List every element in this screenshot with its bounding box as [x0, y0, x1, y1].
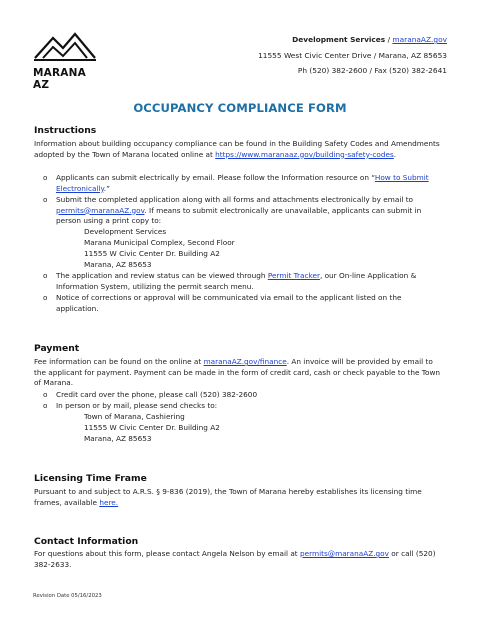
- header-phone: Ph (520) 382-2600 / Fax (520) 382-2641: [297, 66, 447, 75]
- licensing-heading: Licensing Time Frame: [34, 473, 147, 484]
- address-line: Development Services: [84, 227, 167, 236]
- how-to-submit-link[interactable]: How to Submit Electronically: [56, 173, 429, 193]
- contact-email-link[interactable]: permits@maranaAZ.gov: [300, 549, 389, 558]
- address-line: Marana Municipal Complex, Second Floor: [84, 238, 235, 247]
- header-address: 11555 West Civic Center Drive / Marana, AZ 85653: [258, 51, 447, 60]
- header-site-link[interactable]: maranaAZ.gov: [392, 35, 447, 44]
- payment-bullet-2: In person or by mail, please send checks to:: [56, 401, 218, 410]
- payment-bullet-1: Credit card over the phone, please call (520) 382-2600: [56, 390, 258, 399]
- bullet-icon: o: [43, 195, 48, 204]
- instructions-bullet-3: The application and review status can be viewed through Permit Tracker, our On-line Application & Information System, utilizing the permit search menu.: [56, 271, 417, 291]
- instructions-bullet-1: Applicants can submit electrically by email. Please follow the Information resource on “How to Submit Electronically.”: [56, 173, 429, 193]
- permit-tracker-link[interactable]: Permit Tracker: [267, 271, 320, 280]
- bullet-icon: o: [43, 401, 48, 410]
- finance-link[interactable]: maranaAZ.gov/finance: [203, 357, 287, 366]
- revision-date: Revision Date 05/16/2023: [33, 593, 102, 599]
- address-line: 11555 W Civic Center Dr. Building A2: [84, 249, 220, 258]
- payment-heading: Payment: [34, 343, 80, 354]
- instructions-paragraph: Information about building occupancy compliance can be found in the Building Safety Codes and Amendments adopted by the Town of Marana located online at https://www.maranaaz.gov/building-safety-codes.: [34, 139, 440, 159]
- town-logo: [33, 30, 97, 91]
- page-title: OCCUPANCY COMPLIANCE FORM: [133, 101, 347, 115]
- payment-paragraph: Fee information can be found on the online at maranaAZ.gov/finance. An invoice will be provided by email to the applicant for payment. Payment can be made in the form of credit card, cash or check payable to the Town of Marana.: [34, 357, 441, 388]
- bullet-icon: o: [43, 271, 48, 280]
- address-line: 11555 W Civic Center Dr. Building A2: [84, 423, 220, 432]
- contact-paragraph: For questions about this form, please contact Angela Nelson by email at permits@maranaAZ.gov or call (520) 382-2633.: [34, 549, 436, 569]
- contact-heading: Contact Information: [34, 536, 139, 547]
- address-line: Town of Marana, Cashiering: [84, 412, 185, 421]
- address-line: Marana, AZ 85653: [84, 260, 152, 269]
- mountain-logo-icon: [33, 30, 97, 62]
- licensing-here-link[interactable]: here.: [99, 497, 119, 507]
- permits-email-link[interactable]: permits@maranaAZ.gov: [56, 205, 145, 215]
- logo-text: MARANA AZ: [33, 67, 86, 91]
- instructions-bullet-2: Submit the completed application along with all forms and attachments electronically by email to permits@maranaAZ.gov. If means to submit electronically are unavailable, applicants can submit in person using a print copy to:: [56, 195, 422, 226]
- address-line: Marana, AZ 85653: [84, 434, 152, 443]
- header-dept-line: Development Services / maranaAZ.gov: [292, 35, 447, 44]
- bullet-icon: o: [43, 173, 48, 182]
- instructions-heading: Instructions: [34, 125, 97, 136]
- header-dept: Development Services: [292, 35, 386, 44]
- instructions-bullet-4: Notice of corrections or approval will be communicated via email to the applicant listed on the application.: [56, 293, 402, 313]
- bullet-icon: o: [43, 293, 48, 302]
- licensing-paragraph: Pursuant to and subject to A.R.S. § 9-836 (2019), the Town of Marana hereby establishes its licensing time frames, available here.: [34, 487, 422, 507]
- bullet-icon: o: [43, 390, 48, 399]
- building-codes-link[interactable]: https://www.maranaaz.gov/building-safety-codes: [215, 149, 394, 159]
